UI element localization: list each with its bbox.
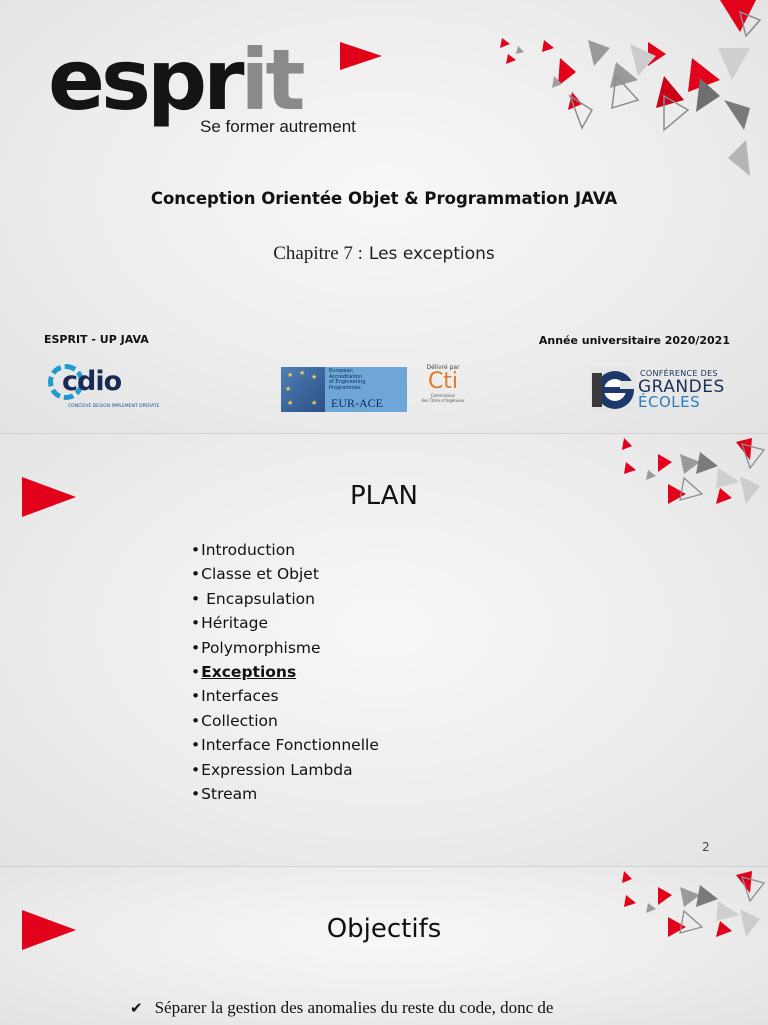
- cge-line-2: GRANDES: [638, 377, 725, 397]
- cti-caption: Commission des Titres d'Ingénieur: [421, 393, 465, 403]
- esprit-logo: [48, 30, 388, 140]
- plan-item: •Interfaces: [191, 687, 279, 706]
- cdio-logo-text: cdio: [62, 366, 122, 397]
- plan-list: [191, 538, 379, 806]
- objectives-slide: [0, 866, 768, 1025]
- eur-ace-panel: [325, 367, 407, 412]
- logo-flag-icon: [340, 42, 382, 70]
- objective-text: Séparer la gestion des anomalies du reste du code, donc de: [154, 998, 554, 1017]
- cti-mark: Cti: [427, 369, 459, 394]
- plan-item: •Expression Lambda: [191, 760, 353, 779]
- objectives-title: Objectifs: [326, 914, 442, 944]
- footer-academic-year: Année universitaire 2020/2021: [538, 334, 730, 347]
- plan-item: •Introduction: [191, 541, 296, 559]
- decorative-triangles-top-right: [488, 0, 768, 190]
- chapter-heading: [0, 243, 768, 265]
- eur-ace-label: EUR-ACE: [331, 396, 383, 410]
- objective-item: [130, 998, 553, 1018]
- cti-delivered-by: Délivré par: [426, 364, 460, 371]
- plan-slide: [0, 433, 768, 866]
- eur-ace-logo: [281, 367, 407, 412]
- chapter-title: Les exceptions: [368, 244, 495, 264]
- course-title: Conception Orientée Objet & Programmation JAVA: [150, 189, 618, 208]
- cge-line-3: ÉCOLES: [638, 393, 701, 411]
- cdio-logo: [48, 364, 158, 414]
- plan-title: PLAN: [350, 481, 418, 511]
- plan-item: •Héritage: [191, 614, 268, 633]
- page-number: 2: [702, 840, 710, 854]
- cge-line-1: CONFÉRENCE DES: [640, 369, 718, 378]
- eur-ace-caption: European Accreditation of Engineering Programmes: [329, 368, 366, 391]
- plan-item: •Stream: [191, 784, 258, 803]
- plan-item: •Interface Fonctionnelle: [191, 736, 379, 755]
- cdio-logo-subtext: CONCEIVE DESIGN IMPLEMENT OPERATE: [68, 404, 160, 409]
- cti-logo: [416, 364, 470, 414]
- footer-institution: ESPRIT - UP JAVA: [44, 333, 149, 346]
- plan-item: •Polymorphisme: [191, 638, 321, 657]
- logo-tagline: Se former autrement: [200, 117, 356, 136]
- logo-wordmark: esprit: [48, 31, 302, 129]
- plan-item: •Classe et Objet: [191, 565, 319, 584]
- chapter-label: Chapitre 7 :: [273, 243, 363, 264]
- plan-item-current: •Exceptions: [191, 662, 297, 681]
- conference-grandes-ecoles-logo: [590, 367, 740, 413]
- cge-emblem-icon: [590, 367, 636, 413]
- checkmark-icon: ✔: [130, 999, 143, 1017]
- plan-item: • Encapsulation: [191, 589, 315, 608]
- eur-ace-emblem: ★ ★ ★ ★ ★ ★: [281, 367, 325, 412]
- title-slide: [0, 0, 768, 433]
- plan-item: •Collection: [191, 711, 278, 730]
